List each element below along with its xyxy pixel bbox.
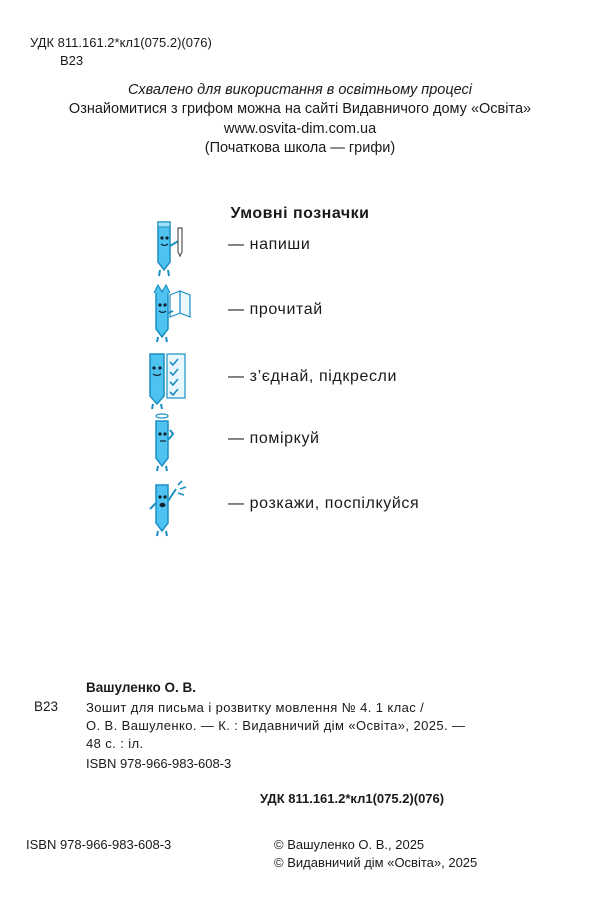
catalog-bbk: В23 [34, 699, 59, 714]
bbk-code: В23 [60, 53, 84, 68]
copyright-author: © Вашуленко О. В., 2025 [274, 837, 425, 852]
legend-title: Умовні позначки [230, 205, 370, 222]
legend-text-talk: — розкажи, поспілкуйся [228, 495, 420, 512]
pencil-thinking-icon [140, 412, 200, 472]
pencil-reading-book-icon [140, 283, 200, 343]
udk-code: УДК 811.161.2*кл1(075.2)(076) [30, 35, 212, 50]
pencil-checklist-icon [140, 350, 200, 410]
footer-isbn: ISBN 978-966-983-608-3 [26, 837, 172, 852]
publisher-website: www.osvita-dim.com.ua [223, 121, 377, 137]
catalog-author: Вашуленко О. В. [86, 680, 196, 695]
catalog-udk: УДК 811.161.2*кл1(075.2)(076) [260, 791, 445, 806]
approval-info: Ознайомитися з грифом можна на сайті Видавничого дому «Освіта» [68, 101, 532, 117]
pencil-writing-icon [140, 218, 200, 278]
catalog-description-line: 48 с. : іл. [86, 736, 144, 751]
approval-section: (Початкова школа — грифи) [204, 140, 396, 156]
catalog-description-line: Зошит для письма і розвитку мовлення № 4. 1 клас / [86, 700, 425, 715]
legend-text-write: — напиши [228, 236, 311, 253]
copyright-publisher: © Видавничий дім «Освіта», 2025 [274, 855, 478, 870]
legend-text-connect: — з’єднай, підкресли [228, 368, 398, 385]
legend-text-think: — поміркуй [228, 430, 320, 447]
catalog-isbn: ISBN 978-966-983-608-3 [86, 756, 232, 771]
legend-text-read: — прочитай [228, 301, 323, 318]
pencil-talking-icon [140, 477, 200, 537]
approval-statement: Схвалено для використання в освітньому процесі [127, 82, 473, 98]
catalog-description-line: О. В. Вашуленко. — К. : Видавничий дім «Освіта», 2025. — [86, 718, 466, 733]
